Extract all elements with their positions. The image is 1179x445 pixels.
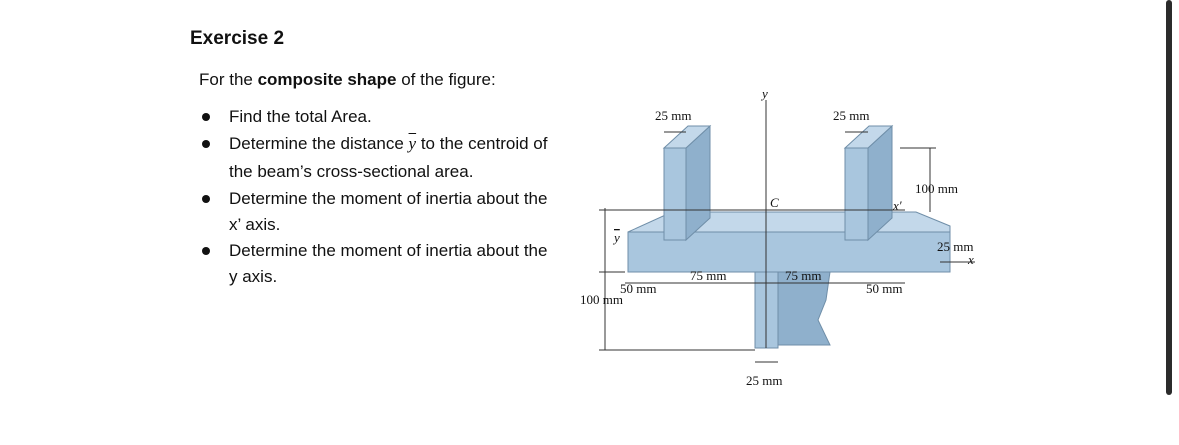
task-item: [199, 104, 559, 130]
label-flange-thickness: 25 mm: [937, 239, 974, 254]
task-list: [199, 104, 559, 290]
intro-emphasis: composite shape: [257, 70, 397, 89]
composite-beam-figure: [565, 85, 995, 400]
intro-text: [199, 70, 496, 90]
task-text-after: to the centroid of the beam’s cross-sectional area.: [229, 134, 548, 181]
task-text: Determine the moment of inertia about the x’ axis.: [229, 189, 548, 234]
ybar-symbol: $\overline{y}$: [408, 134, 417, 153]
right-web-front: [845, 148, 868, 240]
task-text-before: Determine the distance: [229, 134, 409, 153]
label-left-overhang: 50 mm: [620, 281, 657, 296]
label-x-axis: x: [968, 252, 974, 267]
task-text: Determine the moment of inertia about the y axis.: [229, 241, 548, 286]
intro-prefix: For the: [199, 70, 258, 89]
bullet-icon: [202, 195, 210, 203]
scrollbar-track[interactable]: [1157, 0, 1179, 445]
scrollbar-thumb[interactable]: [1166, 0, 1172, 395]
bullet-icon: [202, 140, 210, 148]
label-stem-height: 100 mm: [580, 292, 623, 307]
label-stem-width: 25 mm: [746, 373, 783, 388]
label-y-axis: y: [762, 86, 768, 101]
task-text: Find the total Area.: [229, 107, 372, 126]
bullet-icon: [202, 247, 210, 255]
bullet-icon: [202, 113, 210, 121]
task-item: [199, 238, 559, 290]
label-top-right-width: 25 mm: [833, 108, 870, 123]
task-item: [199, 186, 559, 238]
label-right-overhang: 50 mm: [866, 281, 903, 296]
label-x-prime: x′: [893, 198, 902, 213]
label-ybar: y: [614, 230, 620, 245]
intro-suffix: of the figure:: [396, 70, 496, 89]
label-right-span: 75 mm: [785, 268, 822, 283]
left-web-front: [664, 148, 686, 240]
label-centroid: C: [770, 195, 779, 210]
label-left-span: 75 mm: [690, 268, 727, 283]
task-item: [199, 130, 559, 186]
label-web-height: 100 mm: [915, 181, 958, 196]
exercise-heading: Exercise 2: [190, 28, 285, 49]
label-top-left-width: 25 mm: [655, 108, 692, 123]
